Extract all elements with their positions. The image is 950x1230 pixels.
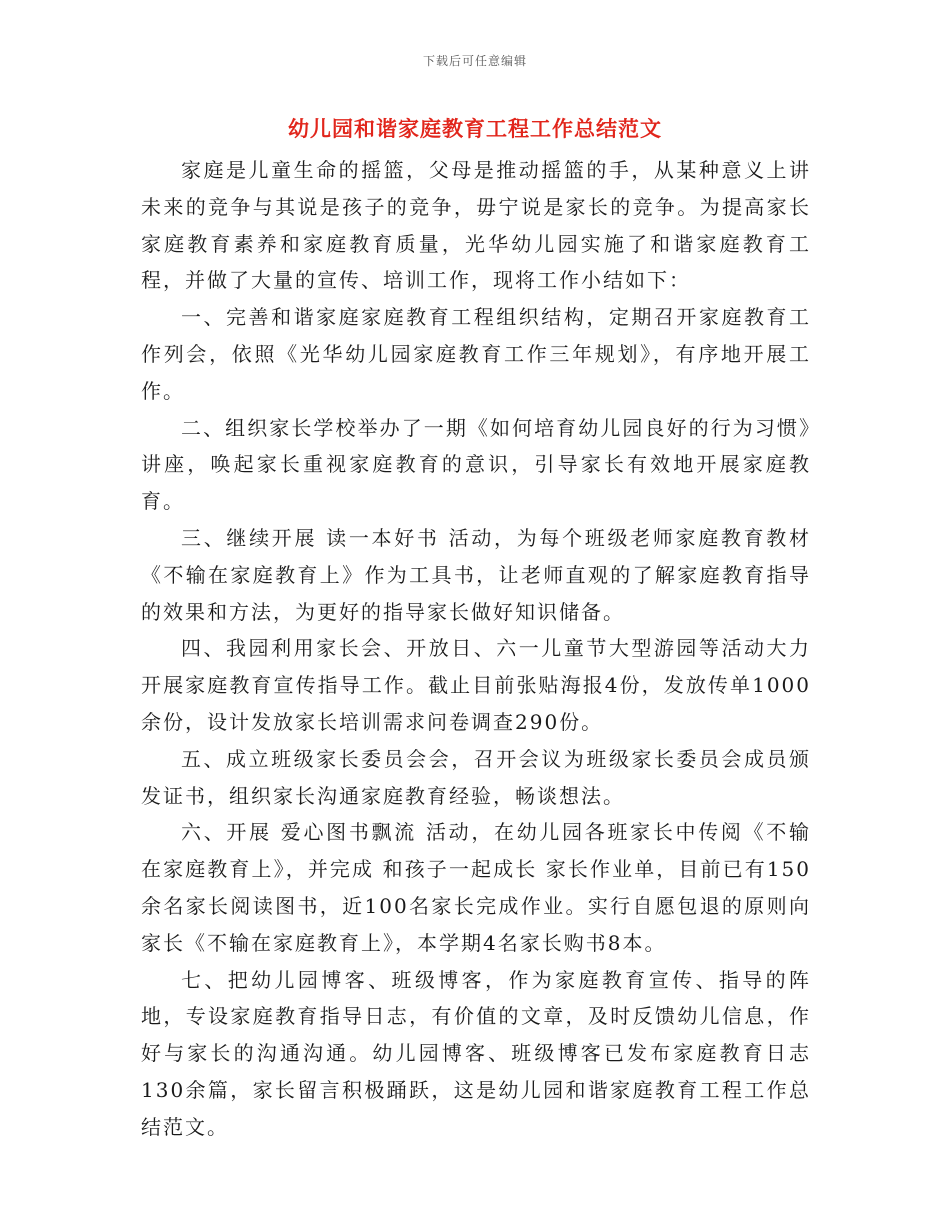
paragraph-item-7: 七、把幼儿园博客、班级博客，作为家庭教育宣传、指导的阵地，专设家庭教育指导日志，有价值的文章，及时反馈幼儿信息，作好与家长的沟通沟通。幼儿园博客、班级博客已发布家庭教育日志130余篇，家长留言积极踊跃，这是幼儿园和谐家庭教育工程工作总结范文。 [141, 967, 811, 1139]
paragraph-intro: 家庭是儿童生命的摇篮，父母是推动摇篮的手，从某种意义上讲未来的竞争与其说是孩子的竞争，毋宁说是家长的竞争。为提高家长家庭教育素养和家庭教育质量，光华幼儿园实施了和谐家庭教育工程，并做了大量的宣传、培训工作，现将工作小结如下： [141, 158, 811, 293]
document-title: 幼儿园和谐家庭教育工程工作总结范文 [288, 116, 662, 141]
paragraph-item-1: 一、完善和谐家庭家庭教育工程组织结构，定期召开家庭教育工作列会，依照《光华幼儿园家庭教育工作三年规划》，有序地开展工作。 [141, 305, 811, 403]
document-body [141, 152, 811, 1146]
paragraph-item-5: 五、成立班级家长委员会会，召开会议为班级家长委员会成员颁发证书，组织家长沟通家庭教育经验，畅谈想法。 [141, 746, 811, 808]
paragraph-item-2: 二、组织家长学校举办了一期《如何培育幼儿园良好的行为习惯》讲座，唤起家长重视家庭教育的意识，引导家长有效地开展家庭教育。 [141, 415, 811, 514]
paragraph-item-3: 三、继续开展 读一本好书 活动，为每个班级老师家庭教育教材《不输在家庭教育上》作为工具书，让老师直观的了解家庭教育指导的效果和方法，为更好的指导家长做好知识储备。 [141, 525, 811, 624]
header-note: 下载后可任意编辑 [422, 54, 527, 68]
paragraph-item-6: 六、开展 爱心图书飘流 活动，在幼儿园各班家长中传阅《不输在家庭教育上》，并完成 和孩子一起成长 家长作业单，目前已有150余名家长阅读图书，近100名家长完成作业。实行自愿包退的原则向家长《不输在家庭教育上》，本学期4名家长购书8本。 [141, 820, 811, 955]
paragraph-item-4: 四、我园利用家长会、开放日、六一儿童节大型游园等活动大力开展家庭教育宣传指导工作。截止目前张贴海报4份，发放传单1000余份，设计发放家长培训需求问卷调查290份。 [141, 636, 811, 734]
